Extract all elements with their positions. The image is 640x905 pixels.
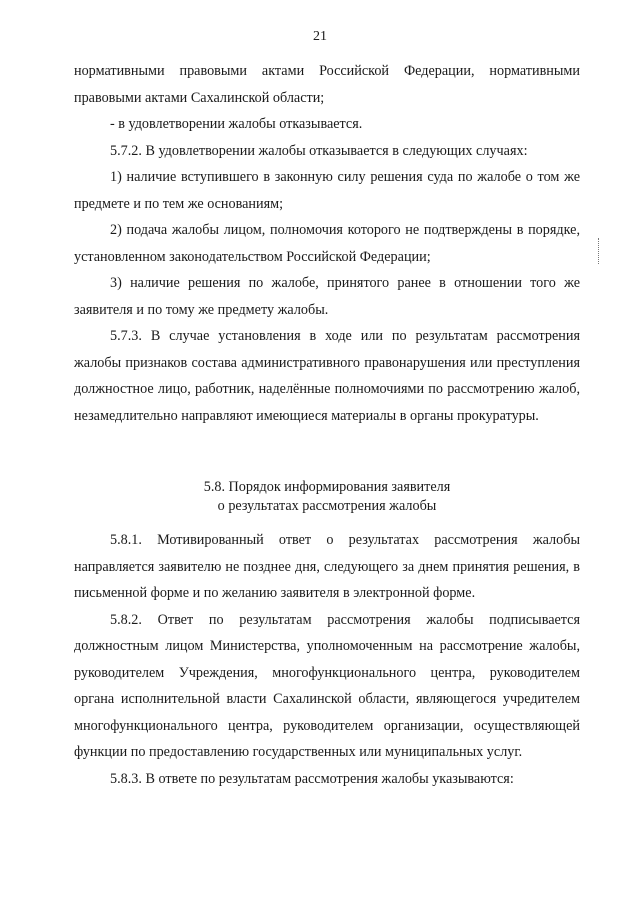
paragraph-5-8-3: 5.8.3. В ответе по результатам рассмотрения жалобы указываются: [110, 770, 514, 787]
section-heading-5-8 [74, 478, 580, 516]
paragraph-5-8-1: 5.8.1. Мотивированный ответ о результатах рассмотрения жалобы направляется заявителю не позднее дня, следующего за днем принятия решения, в письменной форме и по желанию заявителя в электронной форме. [74, 532, 580, 601]
paragraph-case-1: 1) наличие вступившего в законную силу решения суда по жалобе о том же предмете и по тем же основаниям; [74, 169, 580, 212]
paragraph-5-8-2: 5.8.2. Ответ по результатам рассмотрения жалобы подписывается должностным лицом Министерства, уполномоченным на рассмотрение жалобы, руководителем Учреждения, многофункционального центра, руководителем органа исполнительной власти Сахалинской области, являющегося учредителем многофункционального центра, руководителем организации, осуществляющей функции по предоставлению государственных или муниципальных услуг. [74, 611, 580, 760]
scan-artifact-mark [598, 238, 600, 264]
section-heading-line-2: о результатах рассмотрения жалобы [217, 498, 437, 514]
page-number: 21 [313, 29, 327, 44]
section-heading-line-1: 5.8. Порядок информирования заявителя [203, 479, 451, 495]
paragraph-case-3: 3) наличие решения по жалобе, принятого ранее в отношении того же заявителя и по тому же предмету жалобы. [74, 275, 580, 318]
paragraph-continuation: нормативными правовыми актами Российской Федерации, нормативными правовыми актами Сахалинской области; [74, 63, 580, 106]
paragraph-case-2: 2) подача жалобы лицом, полномочия которого не подтверждены в порядке, установленном законодательством Российской Федерации; [74, 222, 580, 265]
paragraph-5-7-3: 5.7.3. В случае установления в ходе или по результатам рассмотрения жалобы признаков состава административного правонарушения или преступления должностное лицо, работник, наделённые полномочиями по рассмотрению жалоб, незамедлительно направляют имеющиеся материалы в органы прокуратуры. [74, 328, 580, 424]
text-block-upper [74, 58, 580, 429]
text-block-lower [74, 527, 580, 792]
paragraph-5-7-2: 5.7.2. В удовлетворении жалобы отказывается в следующих случаях: [110, 142, 528, 159]
paragraph-refusal-note: - в удовлетворении жалобы отказывается. [110, 116, 363, 132]
